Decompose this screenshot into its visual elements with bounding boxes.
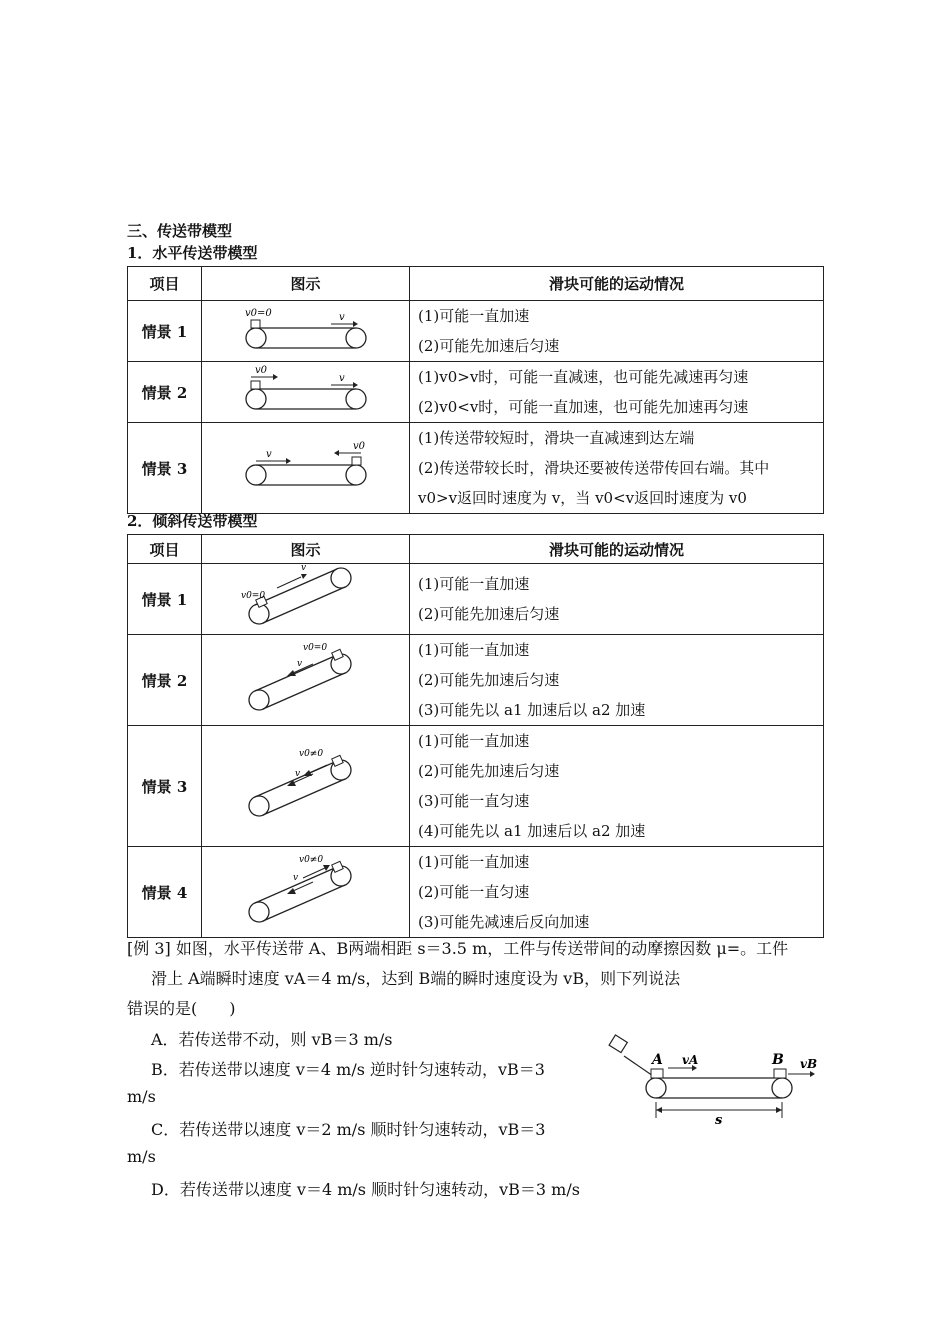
belt-diagram: [202, 362, 410, 423]
scenario-label: 情景 4: [128, 847, 202, 938]
belt-diagram: [202, 301, 410, 362]
inclined-belt-diagram: [202, 847, 410, 938]
subsection-horizontal: 1．水平传送带模型: [127, 244, 258, 262]
motion-line: (3)可能先减速后反向加速: [418, 913, 590, 931]
header-figure: 图示: [202, 535, 410, 564]
motion-line: (2)传送带较长时，滑块还要被传送带传回右端。其中: [418, 459, 770, 477]
motion-line: (2)可能先加速后匀速: [418, 762, 560, 780]
vb-label: vB: [800, 1057, 818, 1071]
svg-text:v0≠0: v0≠0: [298, 749, 323, 759]
motion-line: (2)可能一直匀速: [418, 883, 530, 901]
motion-line: (3)可能一直匀速: [418, 792, 530, 810]
horizontal-belt-table: [127, 266, 824, 514]
svg-text:v0: v0: [254, 365, 267, 376]
option-a[interactable]: A．若传送带不动，则 vB＝3 m/s: [151, 1030, 393, 1049]
header-motion: 滑块可能的运动情况: [410, 267, 824, 301]
motion-line: (1)可能一直加速: [418, 853, 530, 871]
scenario-label: 情景 2: [128, 635, 202, 726]
motion-line: (1)传送带较短时，滑块一直减速到达左端: [418, 429, 695, 447]
header-figure: 图示: [202, 267, 410, 301]
va-label: vA: [682, 1053, 699, 1067]
option-c-cont: m/s: [127, 1147, 156, 1166]
example-line-1: [例 3] 如图，水平传送带 A、B两端相距 s＝3.5 m，工件与传送带间的动摩擦因数 μ=。工件: [127, 939, 789, 958]
svg-text:v: v: [338, 312, 345, 323]
example-line-3: 错误的是( ): [127, 999, 236, 1018]
motion-line: (2)可能先加速后匀速: [418, 671, 560, 689]
distance-label: s: [715, 1113, 723, 1128]
table-row: [128, 301, 824, 362]
example-belt-figure: [600, 1030, 830, 1130]
scenario-label: 情景 1: [128, 301, 202, 362]
section-title: 三、传送带模型: [127, 222, 233, 240]
motion-line: (2)v0<v时，可能一直加速，也可能先加速再匀速: [418, 398, 749, 416]
svg-text:v0=0: v0=0: [240, 591, 265, 601]
point-a-label: A: [652, 1052, 663, 1068]
motion-line: (3)可能先以 a1 加速后以 a2 加速: [418, 701, 646, 719]
svg-text:v: v: [292, 873, 298, 883]
svg-text:v0: v0: [352, 441, 365, 452]
example-line-2: 滑上 A端瞬时速度 vA＝4 m/s，达到 B端的瞬时速度设为 vB，则下列说法: [151, 969, 681, 988]
table-row: [128, 564, 824, 635]
table-row: [128, 726, 824, 847]
svg-text:v: v: [300, 564, 306, 573]
option-d[interactable]: D．若传送带以速度 v＝4 m/s 顺时针匀速转动，vB＝3 m/s: [151, 1180, 580, 1199]
scenario-label: 情景 2: [128, 362, 202, 423]
motion-line: (1)可能一直加速: [418, 575, 530, 593]
svg-text:v0=0: v0=0: [244, 308, 272, 319]
table-row: [128, 423, 824, 514]
motion-line: v0>v返回时速度为 v，当 v0<v返回时速度为 v0: [418, 489, 747, 507]
svg-text:v0=0: v0=0: [302, 643, 327, 653]
option-b[interactable]: B．若传送带以速度 v＝4 m/s 逆时针匀速转动，vB＝3: [151, 1060, 545, 1079]
inclined-belt-diagram: [202, 726, 410, 847]
option-b-cont: m/s: [127, 1087, 156, 1106]
motion-line: (1)可能一直加速: [418, 732, 530, 750]
motion-line: (1)v0>v时，可能一直减速，也可能先减速再匀速: [418, 368, 749, 386]
svg-text:v0≠0: v0≠0: [298, 855, 323, 865]
table-row: [128, 847, 824, 938]
scenario-label: 情景 1: [128, 564, 202, 635]
header-item: 项目: [128, 267, 202, 301]
option-c[interactable]: C．若传送带以速度 v＝2 m/s 顺时针匀速转动，vB＝3: [151, 1120, 546, 1139]
motion-line: (4)可能先以 a1 加速后以 a2 加速: [418, 822, 646, 840]
motion-line: (1)可能一直加速: [418, 641, 530, 659]
scenario-label: 情景 3: [128, 726, 202, 847]
motion-line: (2)可能先加速后匀速: [418, 337, 560, 355]
header-motion: 滑块可能的运动情况: [410, 535, 824, 564]
table-row: [128, 635, 824, 726]
inclined-belt-diagram: [202, 564, 410, 635]
svg-text:v: v: [294, 769, 300, 779]
motion-line: (1)可能一直加速: [418, 307, 530, 325]
header-item: 项目: [128, 535, 202, 564]
svg-text:v: v: [296, 659, 302, 669]
svg-text:v: v: [338, 373, 345, 384]
inclined-belt-table: [127, 534, 824, 938]
belt-diagram: [202, 423, 410, 514]
table-row: [128, 362, 824, 423]
inclined-belt-diagram: [202, 635, 410, 726]
point-b-label: B: [772, 1052, 784, 1068]
svg-text:v: v: [265, 449, 272, 460]
scenario-label: 情景 3: [128, 423, 202, 514]
subsection-inclined: 2．倾斜传送带模型: [127, 512, 258, 530]
motion-line: (2)可能先加速后匀速: [418, 605, 560, 623]
